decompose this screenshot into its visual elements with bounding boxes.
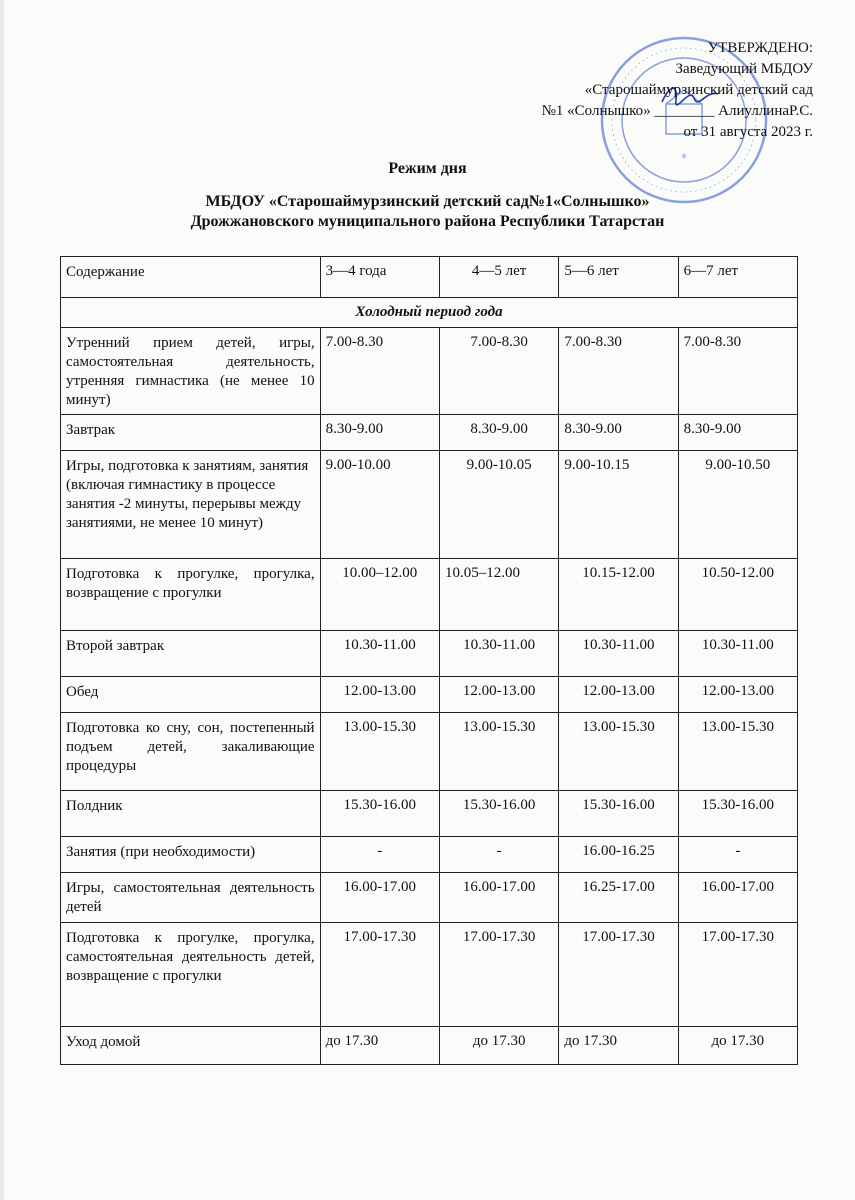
- time-cell: 15.30-16.00: [678, 791, 797, 837]
- time-cell: 10.50-12.00: [678, 559, 797, 631]
- time-cell: 15.30-16.00: [320, 791, 439, 837]
- time-cell: 10.30-11.00: [559, 631, 678, 677]
- header-cell: 5—6 лет: [559, 257, 678, 298]
- time-cell: 10.30-11.00: [678, 631, 797, 677]
- table-row: [61, 923, 798, 1027]
- table-row: [61, 713, 798, 791]
- table-row: [61, 451, 798, 559]
- time-cell: до 17.30: [559, 1027, 678, 1065]
- header-cell: 6—7 лет: [678, 257, 797, 298]
- time-cell: 8.30-9.00: [320, 415, 439, 451]
- period-label: Холодный период года: [61, 298, 798, 328]
- time-cell: 12.00-13.00: [320, 677, 439, 713]
- document-titles: [0, 160, 855, 232]
- time-cell: 7.00-8.30: [439, 328, 558, 415]
- activity-cell: Утренний прием детей, игры, самостоятельная деятельность, утренняя гимнастика (не менее 10 минут): [61, 328, 321, 415]
- header-cell: 4—5 лет: [439, 257, 558, 298]
- header-cell: Содержание: [61, 257, 321, 298]
- time-cell: 7.00-8.30: [678, 328, 797, 415]
- activity-cell: Занятия (при необходимости): [61, 837, 321, 873]
- org-name: МБДОУ «Старошаймурзинский детский сад№1«Солнышко»: [205, 193, 650, 210]
- time-cell: 15.30-16.00: [439, 791, 558, 837]
- header-cell: 3—4 года: [320, 257, 439, 298]
- activity-cell: Подготовка ко сну, сон, постепенный подъем детей, закаливающие процедуры: [61, 713, 321, 791]
- page-title: Режим дня: [388, 160, 467, 177]
- activity-cell: Игры, самостоятельная деятельность детей: [61, 873, 321, 923]
- time-cell: 13.00-15.30: [678, 713, 797, 791]
- time-cell: 10.30-11.00: [320, 631, 439, 677]
- activity-cell: Полдник: [61, 791, 321, 837]
- approval-heading: УТВЕРЖДЕНО:: [707, 40, 813, 56]
- time-cell: 9.00-10.50: [678, 451, 797, 559]
- table-header-row: [61, 257, 798, 298]
- approval-signer: №1 «Солнышко» ________ АлиуллинаР.С.: [541, 103, 813, 119]
- approval-position: Заведующий МБДОУ: [675, 61, 813, 77]
- time-cell: 17.00-17.30: [678, 923, 797, 1027]
- table-row: [61, 1027, 798, 1065]
- time-cell: 7.00-8.30: [559, 328, 678, 415]
- table-row: [61, 677, 798, 713]
- time-cell: -: [439, 837, 558, 873]
- activity-cell: Игры, подготовка к занятиям, занятия (включая гимнастику в процессе занятия -2 минуты, перерывы между занятиями, не менее 10 минут): [61, 451, 321, 559]
- time-cell: до 17.30: [320, 1027, 439, 1065]
- org-district: Дрожжановского муниципального района Республики Татарстан: [190, 213, 665, 230]
- time-cell: 13.00-15.30: [559, 713, 678, 791]
- time-cell: 16.00-17.00: [678, 873, 797, 923]
- activity-cell: Второй завтрак: [61, 631, 321, 677]
- time-cell: 9.00-10.00: [320, 451, 439, 559]
- time-cell: 16.25-17.00: [559, 873, 678, 923]
- table-row: [61, 873, 798, 923]
- time-cell: до 17.30: [439, 1027, 558, 1065]
- time-cell: 16.00-17.00: [439, 873, 558, 923]
- schedule-table: [60, 256, 798, 1065]
- activity-cell: Подготовка к прогулке, прогулка, самостоятельная деятельность детей, возвращение с прогулки: [61, 923, 321, 1027]
- activity-cell: Подготовка к прогулке, прогулка, возвращение с прогулки: [61, 559, 321, 631]
- table-row: [61, 415, 798, 451]
- table-row: [61, 328, 798, 415]
- time-cell: 12.00-13.00: [559, 677, 678, 713]
- approval-date: от 31 августа 2023 г.: [683, 124, 813, 140]
- time-cell: 17.00-17.30: [320, 923, 439, 1027]
- time-cell: до 17.30: [678, 1027, 797, 1065]
- table-row: [61, 631, 798, 677]
- time-cell: 12.00-13.00: [678, 677, 797, 713]
- table-row: [61, 559, 798, 631]
- time-cell: 12.00-13.00: [439, 677, 558, 713]
- activity-cell: Обед: [61, 677, 321, 713]
- time-cell: 17.00-17.30: [559, 923, 678, 1027]
- activity-cell: Уход домой: [61, 1027, 321, 1065]
- time-cell: 10.30-11.00: [439, 631, 558, 677]
- time-cell: 16.00-17.00: [320, 873, 439, 923]
- time-cell: 10.00–12.00: [320, 559, 439, 631]
- time-cell: 10.05–12.00: [439, 559, 558, 631]
- time-cell: 16.00-16.25: [559, 837, 678, 873]
- table-row: [61, 791, 798, 837]
- time-cell: 8.30-9.00: [678, 415, 797, 451]
- time-cell: 8.30-9.00: [559, 415, 678, 451]
- time-cell: 15.30-16.00: [559, 791, 678, 837]
- svg-text:*: *: [681, 151, 687, 165]
- time-cell: -: [678, 837, 797, 873]
- table-row: [61, 837, 798, 873]
- time-cell: 9.00-10.15: [559, 451, 678, 559]
- time-cell: -: [320, 837, 439, 873]
- time-cell: 9.00-10.05: [439, 451, 558, 559]
- approval-block: [542, 38, 813, 143]
- time-cell: 10.15-12.00: [559, 559, 678, 631]
- time-cell: 17.00-17.30: [439, 923, 558, 1027]
- approval-org: «Старошаймурзинский детский сад: [584, 82, 813, 98]
- time-cell: 13.00-15.30: [320, 713, 439, 791]
- activity-cell: Завтрак: [61, 415, 321, 451]
- time-cell: 7.00-8.30: [320, 328, 439, 415]
- period-row: [61, 298, 798, 328]
- time-cell: 8.30-9.00: [439, 415, 558, 451]
- time-cell: 13.00-15.30: [439, 713, 558, 791]
